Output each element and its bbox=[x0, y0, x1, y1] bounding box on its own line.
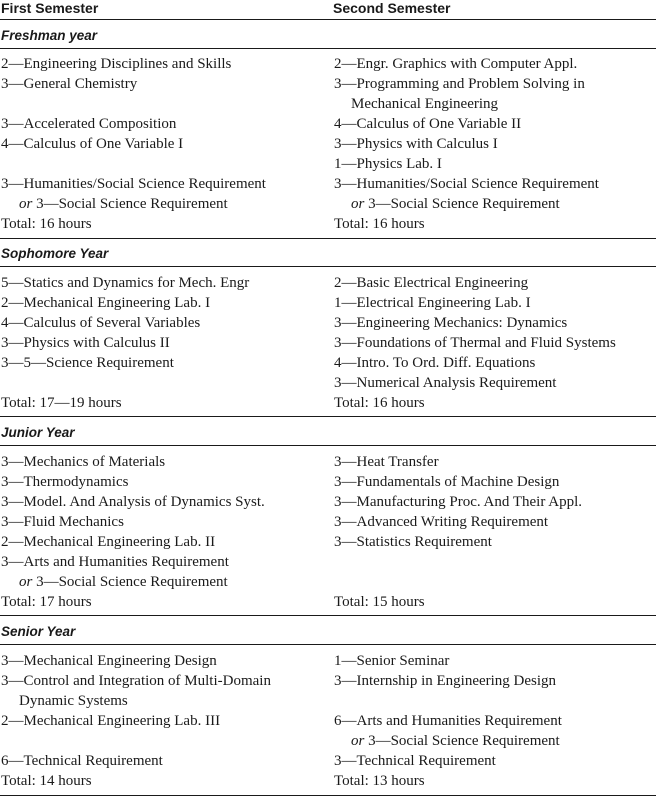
sophomore-second-total: Total: 16 hours bbox=[334, 395, 425, 411]
freshman-second-or-item bbox=[351, 195, 560, 213]
senior-second-total: Total: 13 hours bbox=[334, 773, 425, 789]
year-rule-junior bbox=[0, 445, 656, 446]
freshman-second-item: 3—Programming and Problem Solving in bbox=[334, 76, 585, 92]
senior-first-item-continued: Dynamic Systems bbox=[19, 693, 128, 709]
sophomore-second-item: 3—Numerical Analysis Requirement bbox=[334, 375, 557, 391]
freshman-second-item: 4—Calculus of One Variable II bbox=[334, 116, 522, 132]
section-divider-freshman bbox=[0, 238, 656, 239]
freshman-first-or-item bbox=[19, 195, 228, 213]
sophomore-second-item: 3—Foundations of Thermal and Fluid Systems bbox=[334, 335, 616, 351]
freshman-second-item: 3—Humanities/Social Science Requirement bbox=[334, 176, 599, 192]
freshman-first-item: 3—Humanities/Social Science Requirement bbox=[1, 176, 266, 192]
sophomore-second-item: 1—Electrical Engineering Lab. I bbox=[334, 295, 531, 311]
sophomore-first-total: Total: 17—19 hours bbox=[1, 395, 122, 411]
freshman-first-total: Total: 16 hours bbox=[1, 216, 92, 232]
freshman-first-item: 4—Calculus of One Variable I bbox=[1, 136, 184, 152]
year-rule-sophomore bbox=[0, 266, 656, 267]
junior-second-item: 3—Statistics Requirement bbox=[334, 534, 492, 550]
freshman-second-item-continued: Mechanical Engineering bbox=[351, 96, 499, 112]
sophomore-second-item: 4—Intro. To Ord. Diff. Equations bbox=[334, 355, 536, 371]
sophomore-first-item: 2—Mechanical Engineering Lab. I bbox=[1, 295, 211, 311]
item-text: 3—Social Science Requirement bbox=[368, 733, 560, 749]
item-text: 3—Social Science Requirement bbox=[36, 574, 228, 590]
table-bottom-rule bbox=[0, 795, 656, 796]
freshman-first-item: 2—Engineering Disciplines and Skills bbox=[1, 56, 232, 72]
senior-first-item: 2—Mechanical Engineering Lab. III bbox=[1, 713, 221, 729]
senior-first-total: Total: 14 hours bbox=[1, 773, 92, 789]
senior-second-item: 1—Senior Seminar bbox=[334, 653, 450, 669]
sophomore-second-item: 3—Engineering Mechanics: Dynamics bbox=[334, 315, 568, 331]
junior-first-item: 3—Thermodynamics bbox=[1, 474, 129, 490]
junior-first-total: Total: 17 hours bbox=[1, 594, 92, 610]
senior-first-item: 3—Control and Integration of Multi-Domain bbox=[1, 673, 271, 689]
junior-first-or-item bbox=[19, 573, 228, 591]
freshman-first-item: 3—Accelerated Composition bbox=[1, 116, 177, 132]
header-second-semester: Second Semester bbox=[333, 0, 451, 16]
or-word: or bbox=[19, 574, 33, 590]
junior-first-item: 3—Arts and Humanities Requirement bbox=[1, 554, 229, 570]
junior-second-item: 3—Advanced Writing Requirement bbox=[334, 514, 549, 530]
freshman-first-item: 3—General Chemistry bbox=[1, 76, 138, 92]
year-title-freshman: Freshman year bbox=[1, 28, 98, 43]
junior-second-total: Total: 15 hours bbox=[334, 594, 425, 610]
item-text: 3—Social Science Requirement bbox=[368, 196, 560, 212]
sophomore-first-item: 3—5—Science Requirement bbox=[1, 355, 174, 371]
junior-second-item: 3—Fundamentals of Machine Design bbox=[334, 474, 560, 490]
freshman-second-item: 3—Physics with Calculus I bbox=[334, 136, 498, 152]
senior-first-item: 6—Technical Requirement bbox=[1, 753, 163, 769]
sophomore-first-item: 4—Calculus of Several Variables bbox=[1, 315, 201, 331]
sophomore-first-item: 3—Physics with Calculus II bbox=[1, 335, 170, 351]
junior-first-item: 3—Mechanics of Materials bbox=[1, 454, 166, 470]
senior-second-item: 3—Internship in Engineering Design bbox=[334, 673, 557, 689]
junior-second-item: 3—Heat Transfer bbox=[334, 454, 439, 470]
year-title-senior: Senior Year bbox=[1, 624, 76, 639]
year-title-junior: Junior Year bbox=[1, 425, 75, 440]
or-word: or bbox=[351, 733, 365, 749]
section-divider-junior bbox=[0, 615, 656, 616]
section-divider-sophomore bbox=[0, 416, 656, 417]
year-rule-senior bbox=[0, 644, 656, 645]
sophomore-second-item: 2—Basic Electrical Engineering bbox=[334, 275, 529, 291]
junior-first-item: 3—Fluid Mechanics bbox=[1, 514, 124, 530]
junior-first-item: 3—Model. And Analysis of Dynamics Syst. bbox=[1, 494, 265, 510]
or-word: or bbox=[19, 196, 33, 212]
item-text: 3—Social Science Requirement bbox=[36, 196, 228, 212]
freshman-second-item: 1—Physics Lab. I bbox=[334, 156, 442, 172]
year-title-sophomore: Sophomore Year bbox=[1, 246, 109, 261]
sophomore-first-item: 5—Statics and Dynamics for Mech. Engr bbox=[1, 275, 250, 291]
freshman-second-item: 2—Engr. Graphics with Computer Appl. bbox=[334, 56, 578, 72]
senior-second-item: 3—Technical Requirement bbox=[334, 753, 496, 769]
or-word: or bbox=[351, 196, 365, 212]
junior-second-item: 3—Manufacturing Proc. And Their Appl. bbox=[334, 494, 583, 510]
year-rule-freshman bbox=[0, 48, 656, 49]
senior-second-or-item bbox=[351, 732, 560, 750]
junior-first-item: 2—Mechanical Engineering Lab. II bbox=[1, 534, 216, 550]
senior-first-item: 3—Mechanical Engineering Design bbox=[1, 653, 217, 669]
header-rule bbox=[0, 19, 656, 20]
senior-second-item: 6—Arts and Humanities Requirement bbox=[334, 713, 562, 729]
freshman-second-total: Total: 16 hours bbox=[334, 216, 425, 232]
header-first-semester: First Semester bbox=[1, 0, 99, 16]
